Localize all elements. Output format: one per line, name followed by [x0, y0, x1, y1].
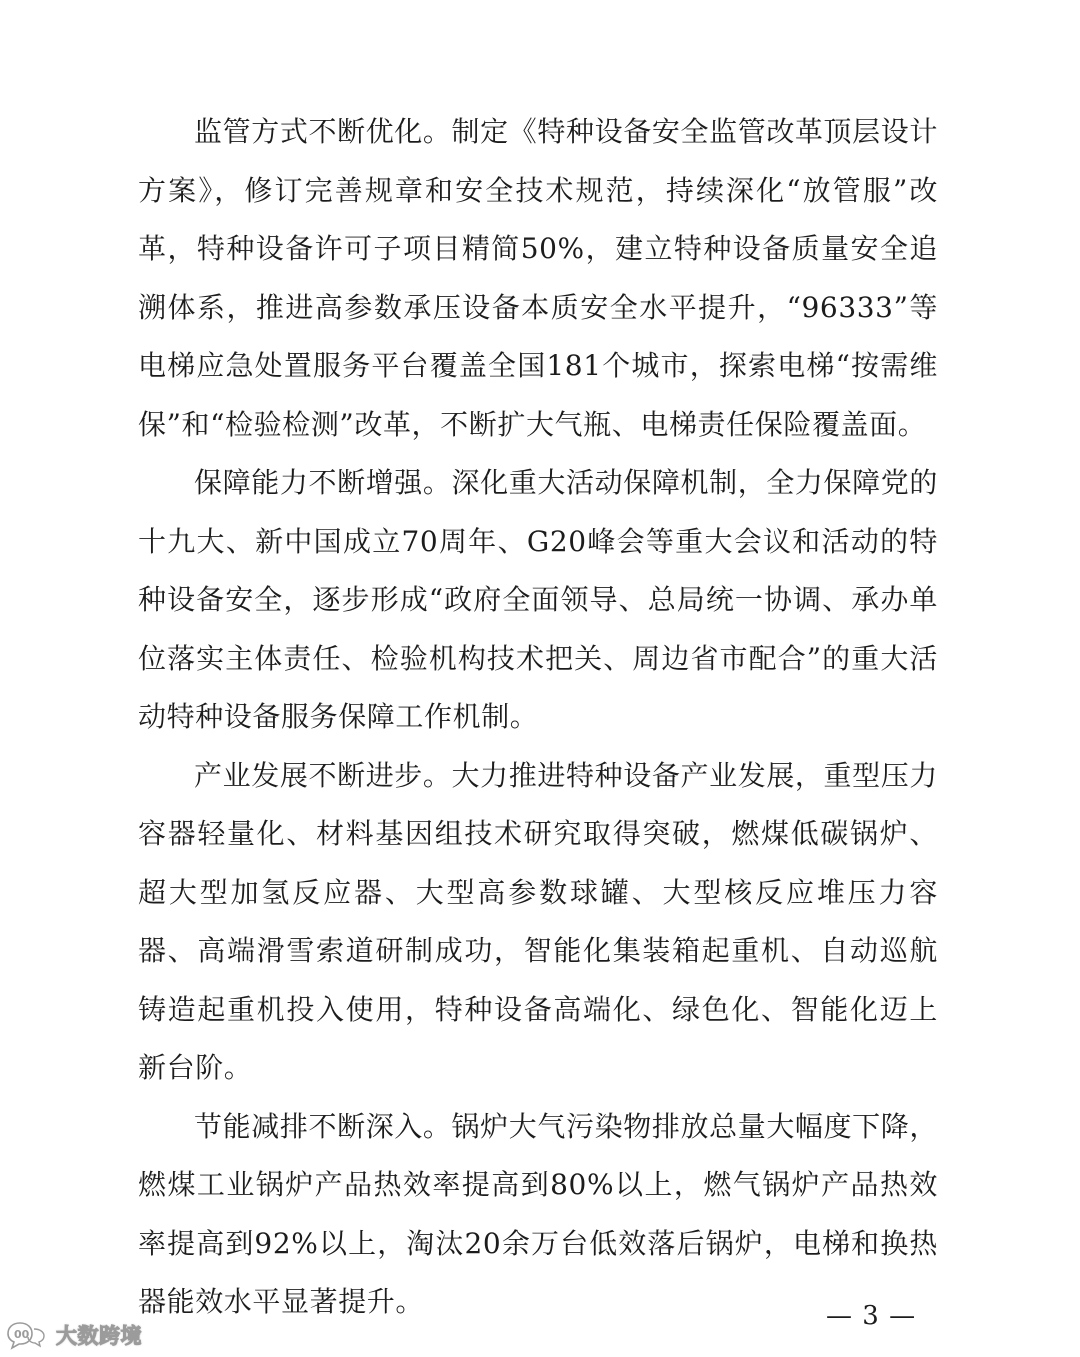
paragraph-text: 制定《特种设备安全监管改革顶层设计方案》，修订完善规章和安全技术规范，持续深化“放管服”改革，特种设备许可子项目精简50%，建立特种设备质量安全追溯体系，推进高参数承压设备本质安全水平提升，“96333”等电梯应急处置服务平台覆盖全国181个城市，探索电梯“按需维保”和“检验检测”改革，不断扩大气瓶、电梯责任保险覆盖面。 — [138, 115, 938, 441]
paragraph-guarantee — [138, 454, 938, 747]
paragraph-lead: 保障能力不断增强。 — [194, 466, 452, 499]
paragraph-text: 大力推进特种设备产业发展，重型压力容器轻量化、材料基因组技术研究取得突破，燃煤低碳锅炉、超大型加氢反应器、大型高参数球罐、大型核反应堆压力容器、高端滑雪索道研制成功，智能化集装箱起重机、自动巡航铸造起重机投入使用，特种设备高端化、绿色化、智能化迈上新台阶。 — [138, 758, 938, 1084]
paragraph-lead: 产业发展不断进步。 — [194, 758, 452, 792]
svg-text:00: 00 — [14, 1328, 30, 1341]
page-number: — 3 — — [826, 1301, 917, 1331]
paragraph-lead: 节能减排不断深入。 — [194, 1109, 452, 1143]
watermark-text: 大数跨境 — [56, 1324, 142, 1348]
paragraph-energy — [138, 1098, 938, 1332]
document-body — [138, 103, 938, 1332]
paragraph-text: 深化重大活动保障机制，全力保障党的十九大、新中国成立70周年、G20峰会等重大会议和活动的特种设备安全，逐步形成“政府全面领导、总局统一协调、承办单位落实主体责任、检验机构技术把关、周边省市配合”的重大活动特种设备服务保障工作机制。 — [138, 466, 938, 733]
paragraph-lead: 监管方式不断优化。 — [194, 115, 452, 148]
speech-bubble-logo-icon — [6, 1320, 52, 1350]
paragraph-text: 锅炉大气污染物排放总量大幅度下降，燃煤工业锅炉产品热效率提高到80%以上，燃气锅炉产品热效率提高到92%以上，淘汰20余万台低效落后锅炉，电梯和换热器能效水平显著提升。 — [138, 1109, 938, 1318]
paragraph-supervision — [138, 103, 938, 454]
watermark — [6, 1318, 142, 1352]
paragraph-industry — [138, 747, 938, 1098]
